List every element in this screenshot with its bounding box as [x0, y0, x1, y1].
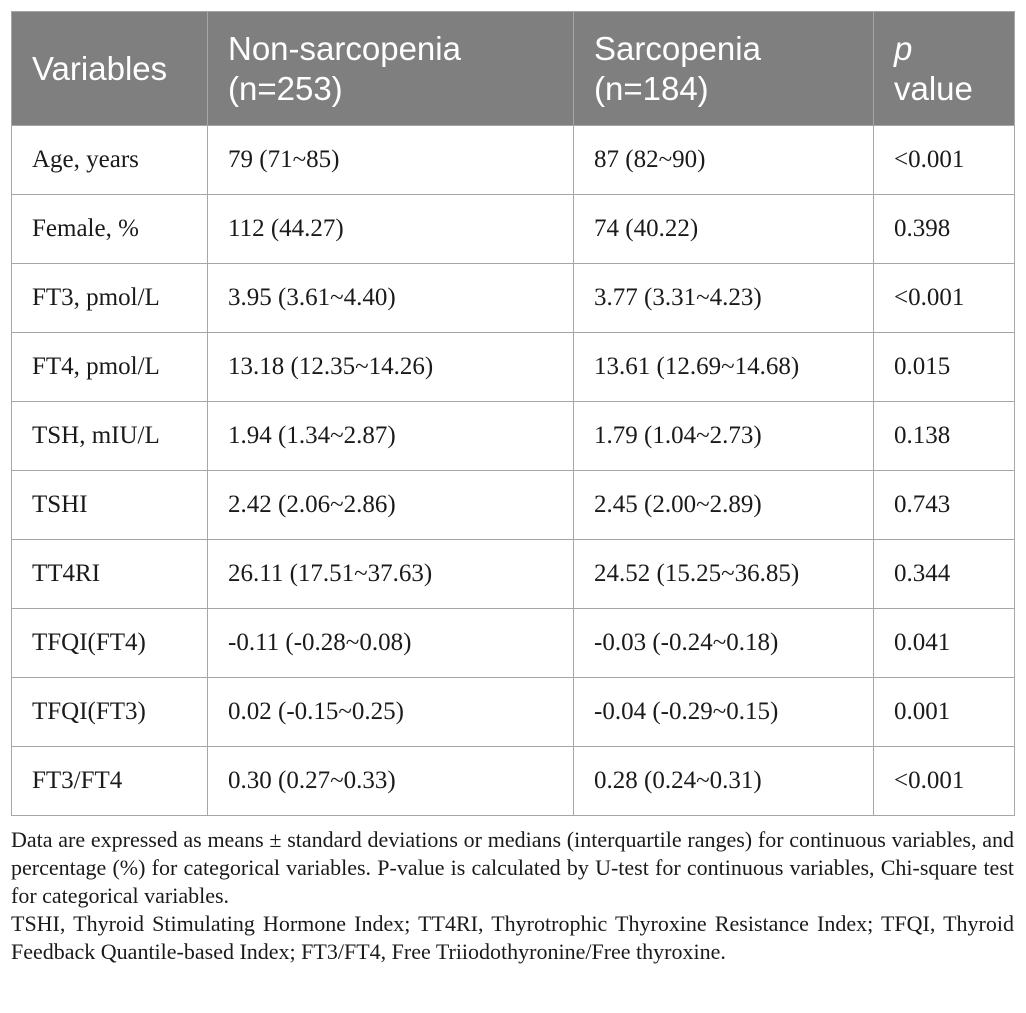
- cell-non-sarcopenia: 0.30 (0.27~0.33): [208, 747, 574, 816]
- cell-p-value: 0.138: [874, 402, 1015, 471]
- table-row: [12, 747, 1015, 816]
- data-table-container: [11, 11, 1014, 816]
- table-row: [12, 333, 1015, 402]
- cell-non-sarcopenia: 112 (44.27): [208, 195, 574, 264]
- cell-variable: TFQI(FT4): [12, 609, 208, 678]
- cell-sarcopenia: 0.28 (0.24~0.31): [574, 747, 874, 816]
- cell-sarcopenia: -0.04 (-0.29~0.15): [574, 678, 874, 747]
- cell-p-value: 0.398: [874, 195, 1015, 264]
- cell-non-sarcopenia: 0.02 (-0.15~0.25): [208, 678, 574, 747]
- table-row: [12, 195, 1015, 264]
- thyroid-sarcopenia-table: [11, 11, 1015, 816]
- cell-p-value: 0.015: [874, 333, 1015, 402]
- cell-non-sarcopenia: 79 (71~85): [208, 126, 574, 195]
- cell-p-value: 0.344: [874, 540, 1015, 609]
- table-header: [12, 12, 1015, 126]
- header-non-sarcopenia: [208, 12, 574, 126]
- cell-p-value: <0.001: [874, 126, 1015, 195]
- cell-non-sarcopenia: 26.11 (17.51~37.63): [208, 540, 574, 609]
- cell-variable: Age, years: [12, 126, 208, 195]
- cell-variable: FT3/FT4: [12, 747, 208, 816]
- cell-p-value: <0.001: [874, 747, 1015, 816]
- header-variables-label: Variables: [32, 49, 168, 87]
- table-row: [12, 402, 1015, 471]
- header-p-value-label: value: [894, 69, 973, 107]
- table-row: [12, 126, 1015, 195]
- cell-sarcopenia: 3.77 (3.31~4.23): [574, 264, 874, 333]
- table-row: [12, 264, 1015, 333]
- footnote-methods: Data are expressed as means ± standard deviations or medians (interquartile ranges) for continuous variables, and percentage (%) for categorical variables. P-value is calculated by U-test for continuous variables, Chi-square test for categorical variables.: [11, 827, 1014, 908]
- header-p-symbol: p: [894, 29, 913, 67]
- table-body: [12, 126, 1015, 816]
- table-footnotes: [11, 826, 1014, 966]
- cell-sarcopenia: 24.52 (15.25~36.85): [574, 540, 874, 609]
- footnote-abbreviations: TSHI, Thyroid Stimulating Hormone Index; TT4RI, Thyrotrophic Thyroxine Resistance Index; TFQI, Thyroid Feedback Quantile-based Index; FT3/FT4, Free Triiodothyronine/Free thyroxine.: [11, 911, 1014, 964]
- cell-variable: TT4RI: [12, 540, 208, 609]
- header-row: [12, 12, 1015, 126]
- table-row: [12, 609, 1015, 678]
- table-row: [12, 678, 1015, 747]
- header-non-sarcopenia-count: (n=253): [228, 69, 343, 107]
- table-row: [12, 540, 1015, 609]
- cell-variable: TFQI(FT3): [12, 678, 208, 747]
- cell-non-sarcopenia: -0.11 (-0.28~0.08): [208, 609, 574, 678]
- cell-non-sarcopenia: 2.42 (2.06~2.86): [208, 471, 574, 540]
- cell-p-value: <0.001: [874, 264, 1015, 333]
- cell-variable: Female, %: [12, 195, 208, 264]
- cell-variable: TSH, mIU/L: [12, 402, 208, 471]
- cell-sarcopenia: -0.03 (-0.24~0.18): [574, 609, 874, 678]
- cell-non-sarcopenia: 13.18 (12.35~14.26): [208, 333, 574, 402]
- cell-sarcopenia: 2.45 (2.00~2.89): [574, 471, 874, 540]
- cell-variable: FT4, pmol/L: [12, 333, 208, 402]
- header-non-sarcopenia-label: Non-sarcopenia: [228, 29, 461, 67]
- cell-variable: TSHI: [12, 471, 208, 540]
- table-row: [12, 471, 1015, 540]
- header-sarcopenia-count: (n=184): [594, 69, 709, 107]
- header-p-value: [874, 12, 1015, 126]
- cell-non-sarcopenia: 1.94 (1.34~2.87): [208, 402, 574, 471]
- cell-sarcopenia: 13.61 (12.69~14.68): [574, 333, 874, 402]
- cell-p-value: 0.001: [874, 678, 1015, 747]
- cell-sarcopenia: 74 (40.22): [574, 195, 874, 264]
- cell-sarcopenia: 87 (82~90): [574, 126, 874, 195]
- header-sarcopenia: [574, 12, 874, 126]
- header-sarcopenia-label: Sarcopenia: [594, 29, 761, 67]
- cell-non-sarcopenia: 3.95 (3.61~4.40): [208, 264, 574, 333]
- cell-variable: FT3, pmol/L: [12, 264, 208, 333]
- header-variables: [12, 12, 208, 126]
- cell-p-value: 0.743: [874, 471, 1015, 540]
- cell-p-value: 0.041: [874, 609, 1015, 678]
- cell-sarcopenia: 1.79 (1.04~2.73): [574, 402, 874, 471]
